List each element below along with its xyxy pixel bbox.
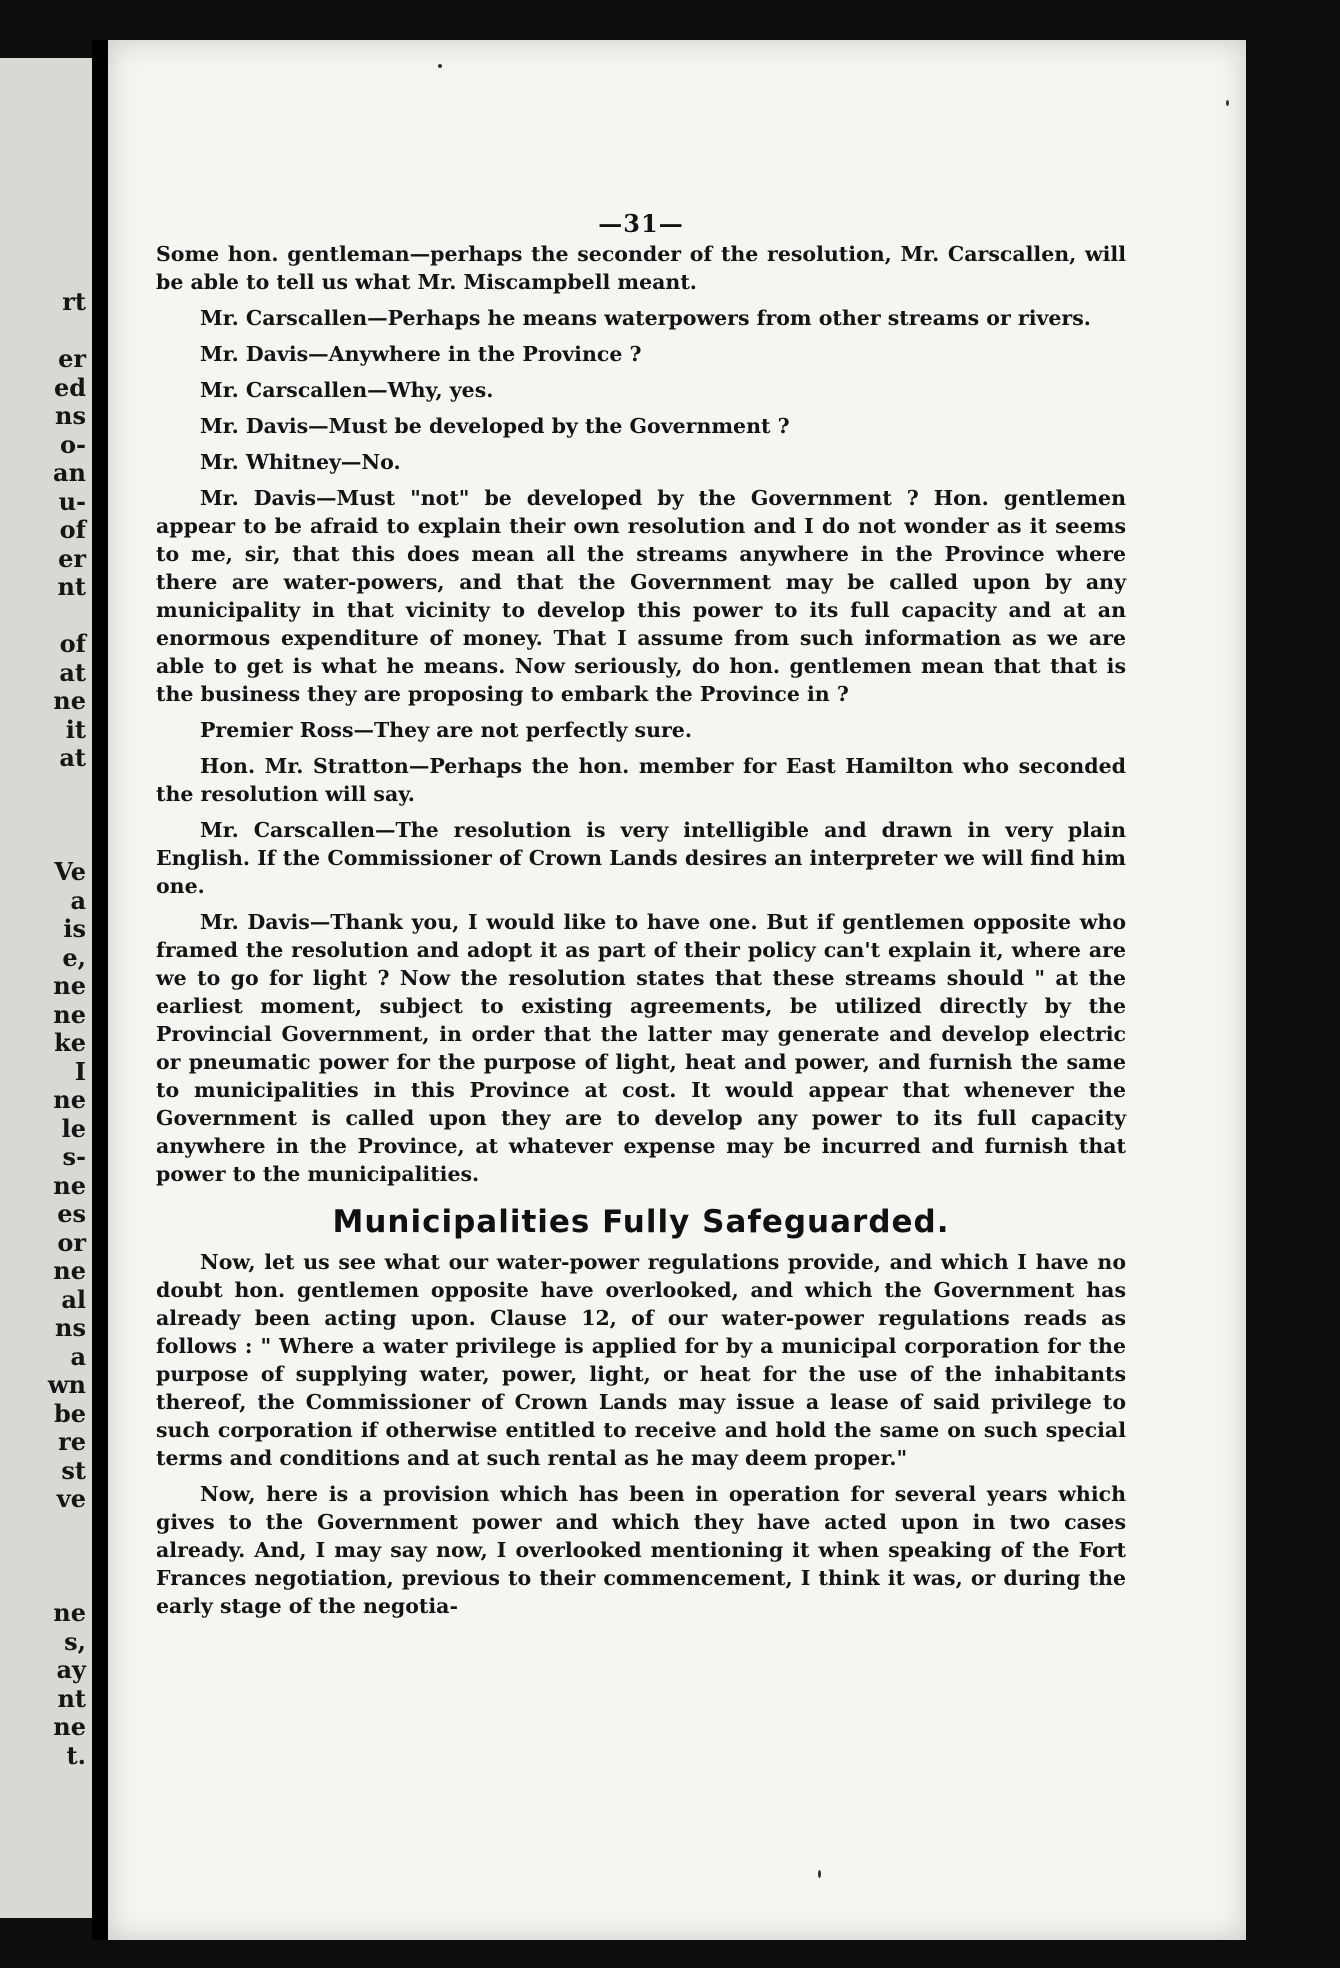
- scan-speck: [438, 64, 442, 68]
- paragraphs-top: [156, 240, 1126, 1188]
- paragraph: Mr. Carscallen—Why, yes.: [200, 378, 494, 402]
- paragraph: Premier Ross—They are not perfectly sure.: [200, 718, 692, 742]
- left-page-fragment: at: [59, 657, 86, 687]
- left-page-fragment: ne: [53, 1598, 86, 1627]
- left-page-fragment: is: [63, 914, 86, 943]
- scan-speck: [818, 1870, 821, 1878]
- left-page-fragment: er: [58, 543, 86, 573]
- left-facing-page: [0, 58, 92, 1918]
- left-page-fragment: t.: [66, 1740, 86, 1770]
- page-gutter: [92, 40, 108, 1940]
- left-page-fragment: [48, 317, 86, 346]
- left-page-fragment: ed: [53, 372, 86, 402]
- paragraph: Mr. Davis—Must "not" be developed by the Government ? Hon. gentlemen appear to be afraid to explain their own resolution and I do not wonder as it seems to me, sir, that this does mean all the streams anywhere in the Province where there are water-powers, and that the Government may be called upon by any municipality in that vicinity to develop this power to its full capacity and at an enormous expenditure of money. That I assume from such information as we are able to get is what he means. Now seriously, do hon. gentlemen mean that that is the business they are proposing to embark the Province in ?: [156, 486, 1126, 706]
- left-page-fragment: of: [59, 629, 86, 658]
- left-page-fragment: ke: [54, 1028, 86, 1057]
- left-page-fragment: ne: [53, 1170, 86, 1200]
- left-page-fragment: le: [61, 1113, 86, 1143]
- left-page-fragment: a: [70, 1341, 86, 1371]
- left-page-fragment: re: [58, 1427, 86, 1456]
- paragraph: Mr. Davis—Anywhere in the Province ?: [200, 342, 642, 366]
- paragraph: Mr. Carscallen—Perhaps he means waterpowers from other streams or rivers.: [200, 306, 1091, 330]
- left-page-fragment: [48, 1542, 86, 1571]
- paragraph: Hon. Mr. Stratton—Perhaps the hon. member for East Hamilton who seconded the resolution will say.: [156, 754, 1126, 806]
- left-page-fragment: [48, 1571, 86, 1600]
- left-page-fragment: it: [65, 714, 86, 744]
- left-page-fragment: [48, 602, 86, 631]
- left-page-fragment: or: [57, 1227, 86, 1257]
- left-page-fragment: ne: [53, 1256, 86, 1285]
- left-page-fragment: ns: [55, 1313, 86, 1342]
- left-page-fragment: er: [58, 344, 86, 373]
- left-page-fragment: ne: [53, 1712, 86, 1741]
- paragraph: Mr. Whitney—No.: [200, 450, 401, 474]
- left-page-fragment: rt: [62, 287, 86, 316]
- left-page-fragment: u-: [58, 486, 86, 516]
- document-page: [108, 40, 1246, 1940]
- left-page-fragment: [48, 801, 86, 830]
- left-page-fragment: nt: [57, 1683, 86, 1713]
- left-page-fragment: an: [53, 458, 86, 487]
- left-page-fragment: al: [61, 1284, 86, 1314]
- left-page-fragment: Ve: [54, 857, 86, 886]
- left-page-fragment: [48, 773, 86, 802]
- left-page-fragment: I: [74, 1056, 86, 1086]
- paragraph: Mr. Davis—Must be developed by the Government ?: [200, 414, 790, 438]
- left-page-fragment: a: [70, 885, 86, 915]
- paragraphs-bottom: [156, 1248, 1126, 1620]
- paragraph: Mr. Davis—Thank you, I would like to have one. But if gentlemen opposite who framed the resolution and adopt it as part of their policy can't explain it, where are we to go for light ? Now the resolution states that these streams should " at the earliest moment, subject to existing agreements, be utilized directly by the Provincial Government, in order that the latter may generate and develop electric or pneumatic power for the purpose of light, heat and power, and furnish the same to municipalities in this Province at cost. It would appear that whenever the Government is called upon they are to develop any power to its full capacity anywhere in the Province, at whatever expense may be incurred and furnish that power to the municipalities.: [156, 910, 1126, 1186]
- left-page-fragment: at: [59, 743, 86, 772]
- page-content: [156, 210, 1126, 1628]
- left-page-fragment: ns: [55, 401, 86, 430]
- left-page-fragment: ne: [53, 1085, 86, 1114]
- paragraph: Mr. Carscallen—The resolution is very intelligible and drawn in very plain English. If the Commissioner of Crown Lands desires an interpreter we will find him one.: [156, 818, 1126, 898]
- left-page-fragment: es: [57, 1199, 86, 1228]
- left-page-fragment: nt: [57, 572, 86, 601]
- left-page-fragment: ne: [53, 686, 86, 715]
- left-page-text-fragments: [48, 288, 86, 1770]
- left-page-fragment: e,: [62, 942, 86, 972]
- left-page-fragment: ne: [53, 999, 86, 1029]
- page-number: —31—: [598, 209, 684, 238]
- left-page-fragment: o-: [60, 429, 86, 459]
- scan-speck: [1226, 100, 1229, 106]
- left-page-fragment: st: [61, 1455, 86, 1485]
- left-page-fragment: ve: [56, 1484, 86, 1513]
- section-heading: Municipalities Fully Safeguarded.: [332, 1204, 950, 1240]
- paragraph: Now, let us see what our water-power regulations provide, and which I have no doubt hon. gentlemen opposite have overlooked, and which the Government has already been acting upon. Clause 12, of our water-power regulations reads as follows : " Where a water privilege is applied for by a municipal corporation for the purpose of supplying water, power, light, or heat for the use of the inhabitants thereof, the Commissioner of Crown Lands may issue a lease of said privilege to such corporation if otherwise entitled to receive and hold the same on such special terms and conditions and at such rental as he may deem proper.": [156, 1250, 1126, 1470]
- left-page-fragment: wn: [47, 1370, 86, 1399]
- left-page-fragment: be: [53, 1398, 86, 1428]
- left-page-fragment: ay: [56, 1655, 86, 1684]
- paragraph: Some hon. gentleman—perhaps the seconder of the resolution, Mr. Carscallen, will be able to tell us what Mr. Miscampbell meant.: [156, 242, 1126, 294]
- left-page-fragment: ne: [53, 971, 86, 1000]
- left-page-fragment: s,: [64, 1626, 86, 1656]
- paragraph: Now, here is a provision which has been in operation for several years which gives to the Government power and which they have acted upon in two cases already. And, I may say now, I overlooked mentioning it when speaking of the Fort Frances negotiation, previous to their commencement, I think it was, or during the early stage of the negotia-: [156, 1482, 1126, 1618]
- left-page-fragment: [48, 1514, 86, 1543]
- left-page-fragment: s-: [62, 1142, 86, 1171]
- left-page-fragment: [48, 830, 86, 859]
- left-page-fragment: of: [59, 515, 86, 544]
